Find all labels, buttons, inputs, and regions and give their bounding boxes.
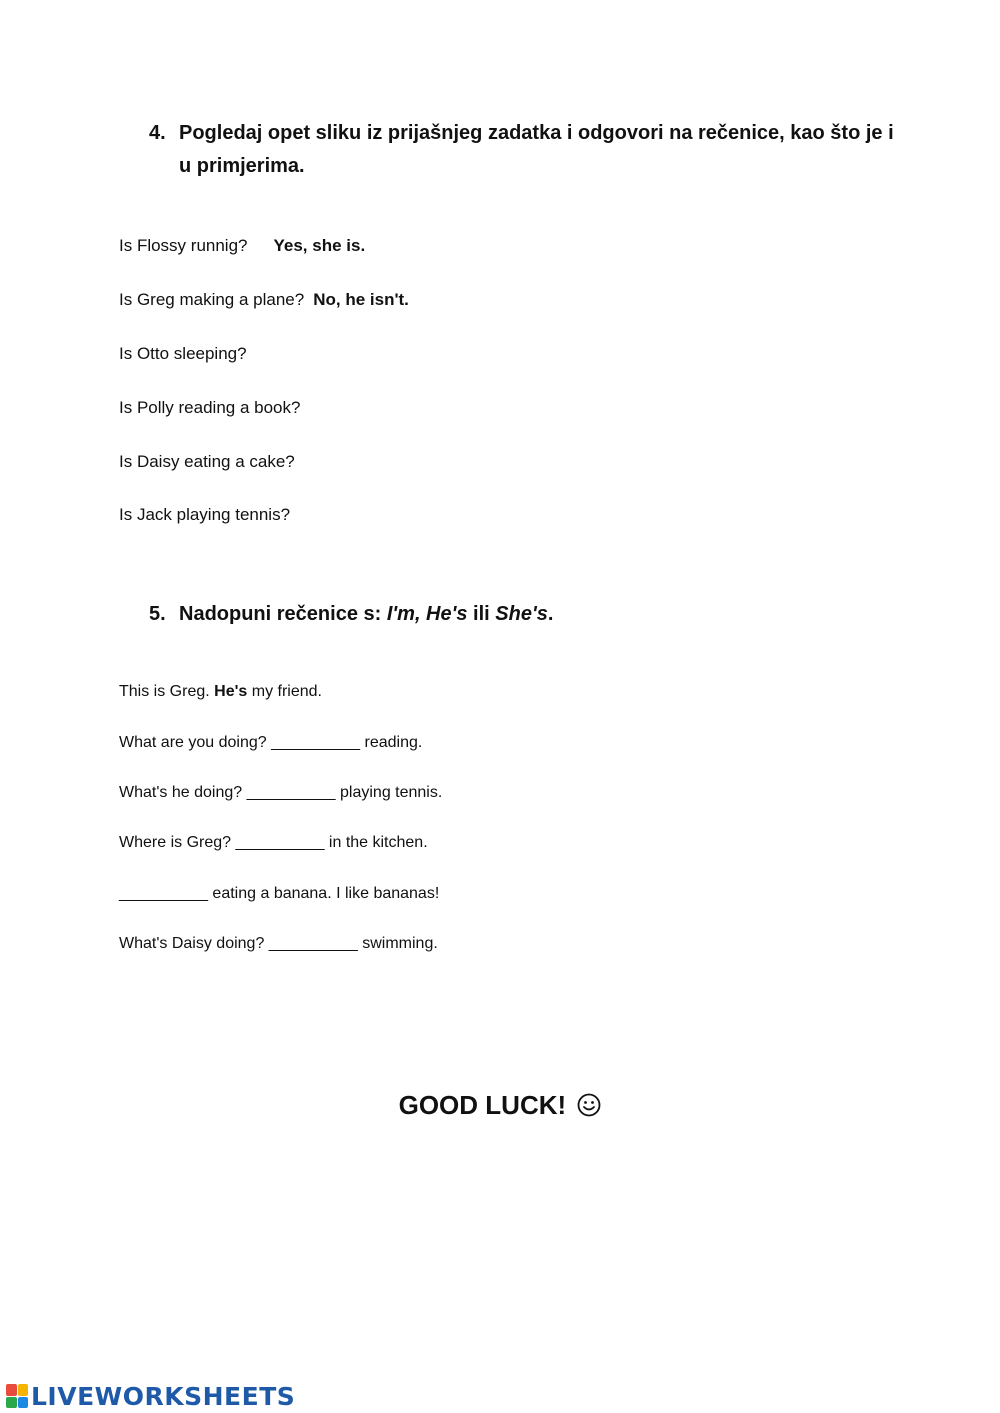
question-row	[119, 236, 365, 256]
question-text: Is Polly reading a book?	[119, 398, 301, 417]
question-text: Is Greg making a plane?	[119, 290, 305, 309]
sentence-row	[119, 683, 322, 701]
blank-field[interactable]: __________	[119, 885, 208, 902]
sentence-before: This is Greg.	[119, 683, 215, 700]
good-luck-text: GOOD LUCK!	[398, 1090, 567, 1120]
sentence-before: What's he doing?	[119, 784, 247, 801]
task-5-title-options: I'm, He's	[386, 603, 468, 625]
sentence-after: my friend.	[247, 683, 322, 700]
sentence-row	[119, 784, 442, 802]
question-row	[119, 290, 409, 310]
sentence-fill: He's	[214, 683, 248, 700]
sentence-after: swimming.	[357, 935, 438, 952]
liveworksheets-logo[interactable]	[6, 1382, 295, 1410]
sentence-after: in the kitchen.	[324, 834, 428, 851]
task-5-title-mid: ili	[467, 603, 496, 625]
question-row	[119, 398, 300, 418]
question-row	[119, 505, 290, 525]
question-text: Is Otto sleeping?	[119, 344, 247, 363]
sentence-after: playing tennis.	[335, 784, 443, 801]
logo-mark-icon	[6, 1384, 28, 1408]
blank-field[interactable]: __________	[271, 734, 361, 751]
question-text: Is Jack playing tennis?	[119, 505, 291, 524]
answer-text: No, he isn't.	[313, 290, 409, 309]
sentence-before: Where is Greg?	[119, 834, 236, 851]
sentence-before: What are you doing?	[119, 734, 272, 751]
sentence-row	[119, 834, 428, 852]
blank-field[interactable]: __________	[246, 784, 336, 801]
question-row	[119, 344, 247, 364]
task-5-title	[179, 598, 899, 631]
closing-message	[0, 1090, 1000, 1124]
smiley-icon	[577, 1093, 601, 1124]
question-text: Is Flossy runnig?	[119, 236, 248, 255]
task-4-number: 4.	[149, 122, 166, 144]
sentence-before: What's Daisy doing?	[119, 935, 269, 952]
task-5-title-prefix: Nadopuni rečenice s:	[179, 603, 387, 625]
sentence-row	[119, 885, 439, 903]
question-row	[119, 452, 295, 472]
sentence-after: reading.	[360, 734, 423, 751]
task-5-number: 5.	[149, 603, 166, 625]
blank-field[interactable]: __________	[235, 834, 325, 851]
sentence-after: eating a banana. I like bananas!	[207, 885, 440, 902]
answer-text: Yes, she is.	[273, 236, 366, 255]
task-4-heading	[0, 117, 1000, 187]
blank-field[interactable]: __________	[268, 935, 358, 952]
question-text: Is Daisy eating a cake?	[119, 452, 295, 471]
task-4-title: Pogledaj opet sliku iz prijašnjeg zadatka i odgovori na rečenice, kao što je i u primjerima.	[179, 122, 894, 177]
brand-name: LIVEWORKSHEETS	[31, 1381, 296, 1411]
task-5-title-option-she: She's	[495, 603, 548, 625]
sentence-row	[119, 734, 422, 752]
sentence-row	[119, 935, 438, 953]
task-5-title-end: .	[547, 603, 554, 625]
task-5-heading	[0, 598, 1000, 632]
